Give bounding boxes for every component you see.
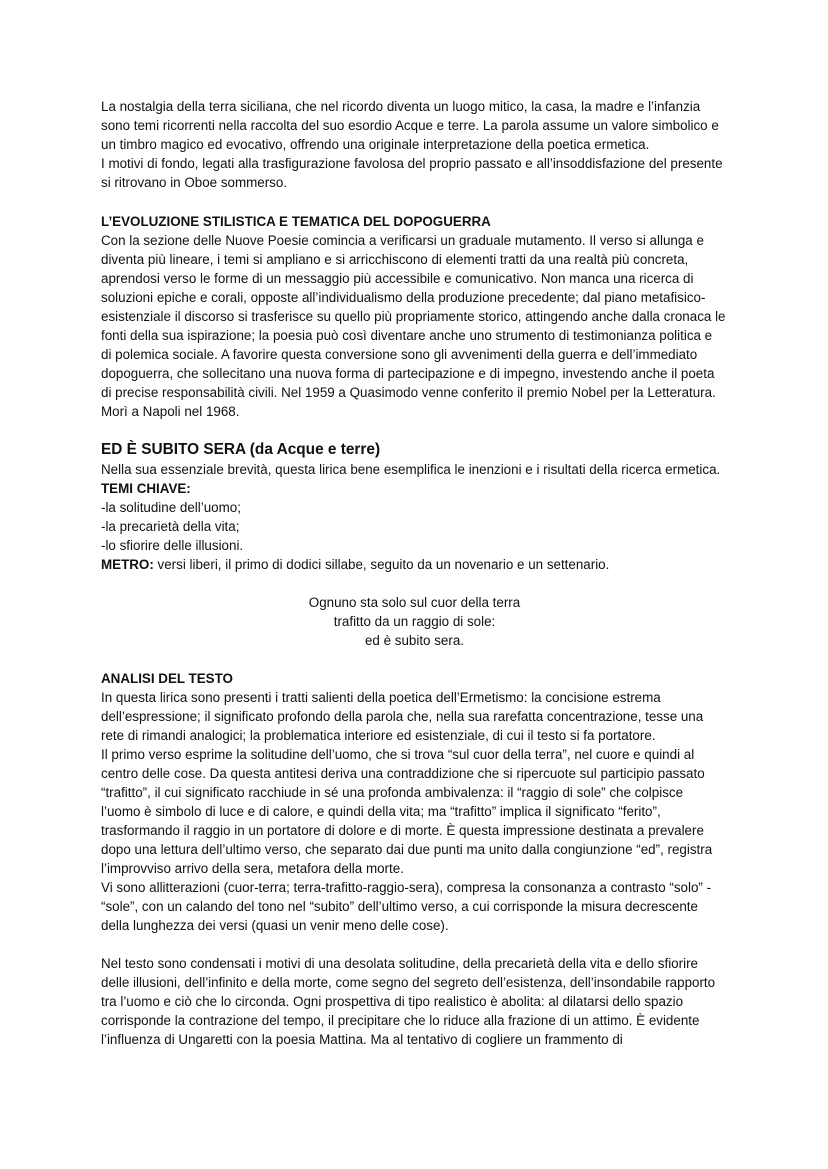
spacer <box>101 421 726 440</box>
intro-paragraph-2: I motivi di fondo, legati alla trasfigurazione favolosa del proprio passato e all’insoddisfazione del presente si ritrovano in Oboe sommerso. <box>101 156 723 190</box>
theme-item: -lo sfiorire delle illusioni. <box>101 538 244 553</box>
evolution-paragraph: Con la sezione delle Nuove Poesie comincia a verificarsi un graduale mutamento. Il verso si allunga e diventa più lineare, i temi si ampliano e si arricchiscono di elementi tratti da una realtà più concreta, aprendosi verso le forme di un messaggio più accessibile e comunicativo. Non manca una ricerca di soluzioni epiche e corali, opposte all’individualismo della produzione precedente; dal piano metafisico-esistenziale il discorso si trasferisce su quello più propriamente storico, attingendo anche dalla cronaca le fonti della sua ispirazione; la poesia può così diventare anche uno strumento di testimonianza politica e di polemica sociale. A favorire questa conversione sono gli avvenimenti della guerra e dell’immediato dopoguerra, che sollecitano una nuova forma di partecipazione e di impegno, investendo anche il poeta di precise responsabilità civili. Nel 1959 a Quasimodo venne conferito il premio Nobel per la Letteratura. Morì a Napoli nel 1968. <box>101 233 726 419</box>
metre-line <box>101 555 726 574</box>
analysis-paragraph-1: In questa lirica sono presenti i tratti salienti della poetica dell’Ermetismo: la concisione estrema dell’espressione; il significato profondo della parola che, nella sua rarefatta concentrazione, tesse una rete di rimandi analogici; la problematica interiore ed esistenziale, di cui il testo si fa portatore. <box>101 690 704 743</box>
theme-item: -la precarietà della vita; <box>101 519 240 534</box>
analysis-paragraph-2: Il primo verso esprime la solitudine dell’uomo, che si trova “sul cuor della terra”, nel cuore e quindi al centro delle cose. Da questa antitesi deriva una contraddizione che si ripercuote sul participio passato “trafitto”, il cui significato racchiude in sé una profonda ambivalenza: il “raggio di sole” che colpisce l’uomo è simbolo di luce e di calore, e quindi della vita; ma “trafitto” implica il significato “ferito”, trasformando il raggio in un portatore di dolore e di morte. È questa impressione destinata a prevalere dopo una lettura dell’ultimo verso, che separato dai due punti ma unito dalla congiunzione “ed”, registra l’improvviso arrivo della sera, metafora della morte. <box>101 747 713 876</box>
analysis-paragraph-3: Vi sono allitterazioni (cuor-terra; terra-trafitto-raggio-sera), compresa la consonanza a contrasto “solo” - “sole”, con un calando del tono nel “subito” dell’ultimo verso, a cui corrisponde la misura decrescente della lunghezza dei versi (quasi un venir meno delle cose). <box>101 880 712 933</box>
themes-label: TEMI CHIAVE: <box>101 481 191 496</box>
spacer <box>101 650 726 669</box>
spacer <box>101 935 726 954</box>
poem-verse: trafitto da un raggio di sole: <box>333 614 496 629</box>
metre-text: versi liberi, il primo di dodici sillabe, seguito da un novenario e un settenario. <box>153 557 610 572</box>
metre-label: METRO: <box>101 557 154 572</box>
poem-title: ED È SUBITO SERA (da Acque e terre) <box>101 441 381 458</box>
section-heading-analysis: ANALISI DEL TESTO <box>101 671 233 686</box>
theme-item: -la solitudine dell’uomo; <box>101 500 241 515</box>
analysis-paragraph-4: Nel testo sono condensati i motivi di una desolata solitudine, della precarietà della vita e dello sfiorire delle illusioni, dell’infinito e della morte, come segno del segreto dell’esistenza, dell’insondabile rapporto tra l’uomo e ciò che lo circonda. Ogni prospettiva di tipo realistico è abolita: al dilatarsi dello spazio corrisponde la contrazione del tempo, il precipitare che lo riduce alla frazione di un attimo. È evidente l’influenza di Ungaretti con la poesia Mattina. Ma al tentativo di cogliere un frammento di <box>101 956 716 1047</box>
intro-paragraph-1: La nostalgia della terra siciliana, che nel ricordo diventa un luogo mitico, la casa, la madre e l’infanzia sono temi ricorrenti nella raccolta del suo esordio Acque e terre. La parola assume un valore simbolico e un timbro magico ed evocativo, offrendo una originale interpretazione della poetica ermetica. <box>101 99 719 152</box>
spacer <box>101 574 726 593</box>
poem-intro: Nella sua essenziale brevità, questa lirica bene esemplifica le inenzioni e i risultati della ricerca ermetica. <box>101 462 721 477</box>
document-page <box>101 97 726 1049</box>
spacer <box>101 192 726 212</box>
section-heading-evolution: L’EVOLUZIONE STILISTICA E TEMATICA DEL DOPOGUERRA <box>101 214 491 229</box>
poem-verse: Ognuno sta solo sul cuor della terra <box>308 595 521 610</box>
poem-verses <box>101 593 726 650</box>
poem-verse: ed è subito sera. <box>364 633 464 648</box>
